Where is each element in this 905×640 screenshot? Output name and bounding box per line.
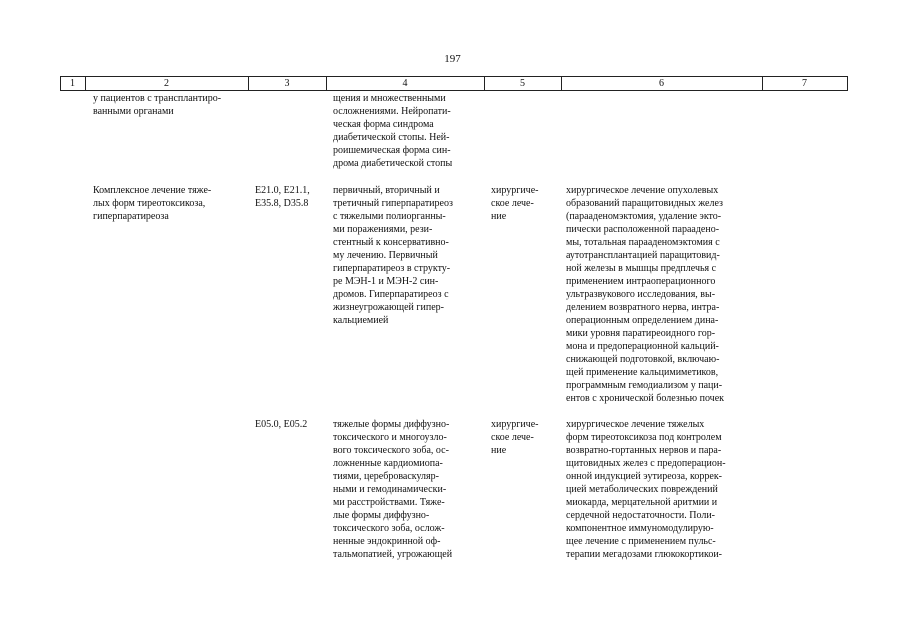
row-1-col-4-text: щения и множественными осложнениями. Нейропати- ческая форма синдрома диабетической стопы. Ней- роишемическая форма син- дрома диабетической стопы xyxy=(333,93,453,169)
row-2-col-3-codes: E21.0, E21.1, E35.8, D35.8 xyxy=(255,185,310,209)
row-3-col-5-text: хирургиче- ское лече- ние xyxy=(491,419,539,456)
page-number: 197 xyxy=(444,53,461,65)
column-number-1: 1 xyxy=(70,78,75,89)
column-number-3: 3 xyxy=(284,78,290,89)
column-number-2: 2 xyxy=(164,78,169,89)
table-header-bottom-border xyxy=(60,90,848,91)
column-number-7: 7 xyxy=(802,78,807,89)
column-number-6: 6 xyxy=(659,78,664,89)
row-2-col-6-text: хирургическое лечение опухолевых образований паращитовидных желез (парааденомэктомия, удаление экто- пически расположенной парааденo- мы, тотальная парааденомэктомия с аутотрансплантацией паращитовид- ной железы в мышцы предплечья с применением интраоперационного ультразвукового исследования, вы- делением возвратного нерва, интра- операционным определением дина- мики уровня паратиреоидного гор- мона и предоперационной кальций- снижающей подготовкой, включаю- щей применение кальцимиметиков, программным гемодиализом у паци- ентов с хронической болезнью почек xyxy=(566,185,725,404)
row-2-col-5-text: хирургиче- ское лече- ние xyxy=(491,185,539,222)
row-1-col-2-text: у пациентов с трансплантиро- ванными органами xyxy=(93,93,222,117)
column-number-5: 5 xyxy=(520,78,525,89)
row-3-col-4-text: тяжелые формы диффузно- токсического и многоузло- вого токсического зоба, ос- ложненные кардиомиопа- тиями, цереброваскуляр- ными и гемодинамически- ми расстройствами. Тяже- лые формы диффузно- токсического зоба, ослож- ненные эндокринной оф- тальмопатией, угрожающей xyxy=(333,419,453,560)
row-3-col-6-text: хирургическое лечение тяжелых форм тиреотоксикоза под контролем возвратно-гортанных нервов и пара- щитовидных желез с предоперацион- онной индукцией эутиреоза, коррек- цией метаболических повреждений миокарда, мерцательной аритмии и сердечной недостаточности. Поли- компонентное иммуномодулирую- щее лечение с применением пульс- терапии мегадозами глюкокортикои- xyxy=(566,419,726,560)
column-number-4: 4 xyxy=(402,78,408,89)
col-divider-right xyxy=(847,76,848,90)
row-2-col-4-text: первичный, вторичный и третичный гиперпаратиреоз с тяжелыми полиорганны- ми поражениями, рези- стентный к консервативно- му лечению. Первичный гиперпаратиреоз в структу- ре МЭН-1 и МЭН-2 син- дромов. Гиперпаратиреоз с жизнеугрожающей гипер- кальциемией xyxy=(333,185,453,326)
row-3-col-3-codes: E05.0, E05.2 xyxy=(255,419,308,430)
row-2-col-2-text: Комплексное лечение тяже- лых форм тиреотоксикоза, гиперпаратиреоза xyxy=(93,185,212,222)
